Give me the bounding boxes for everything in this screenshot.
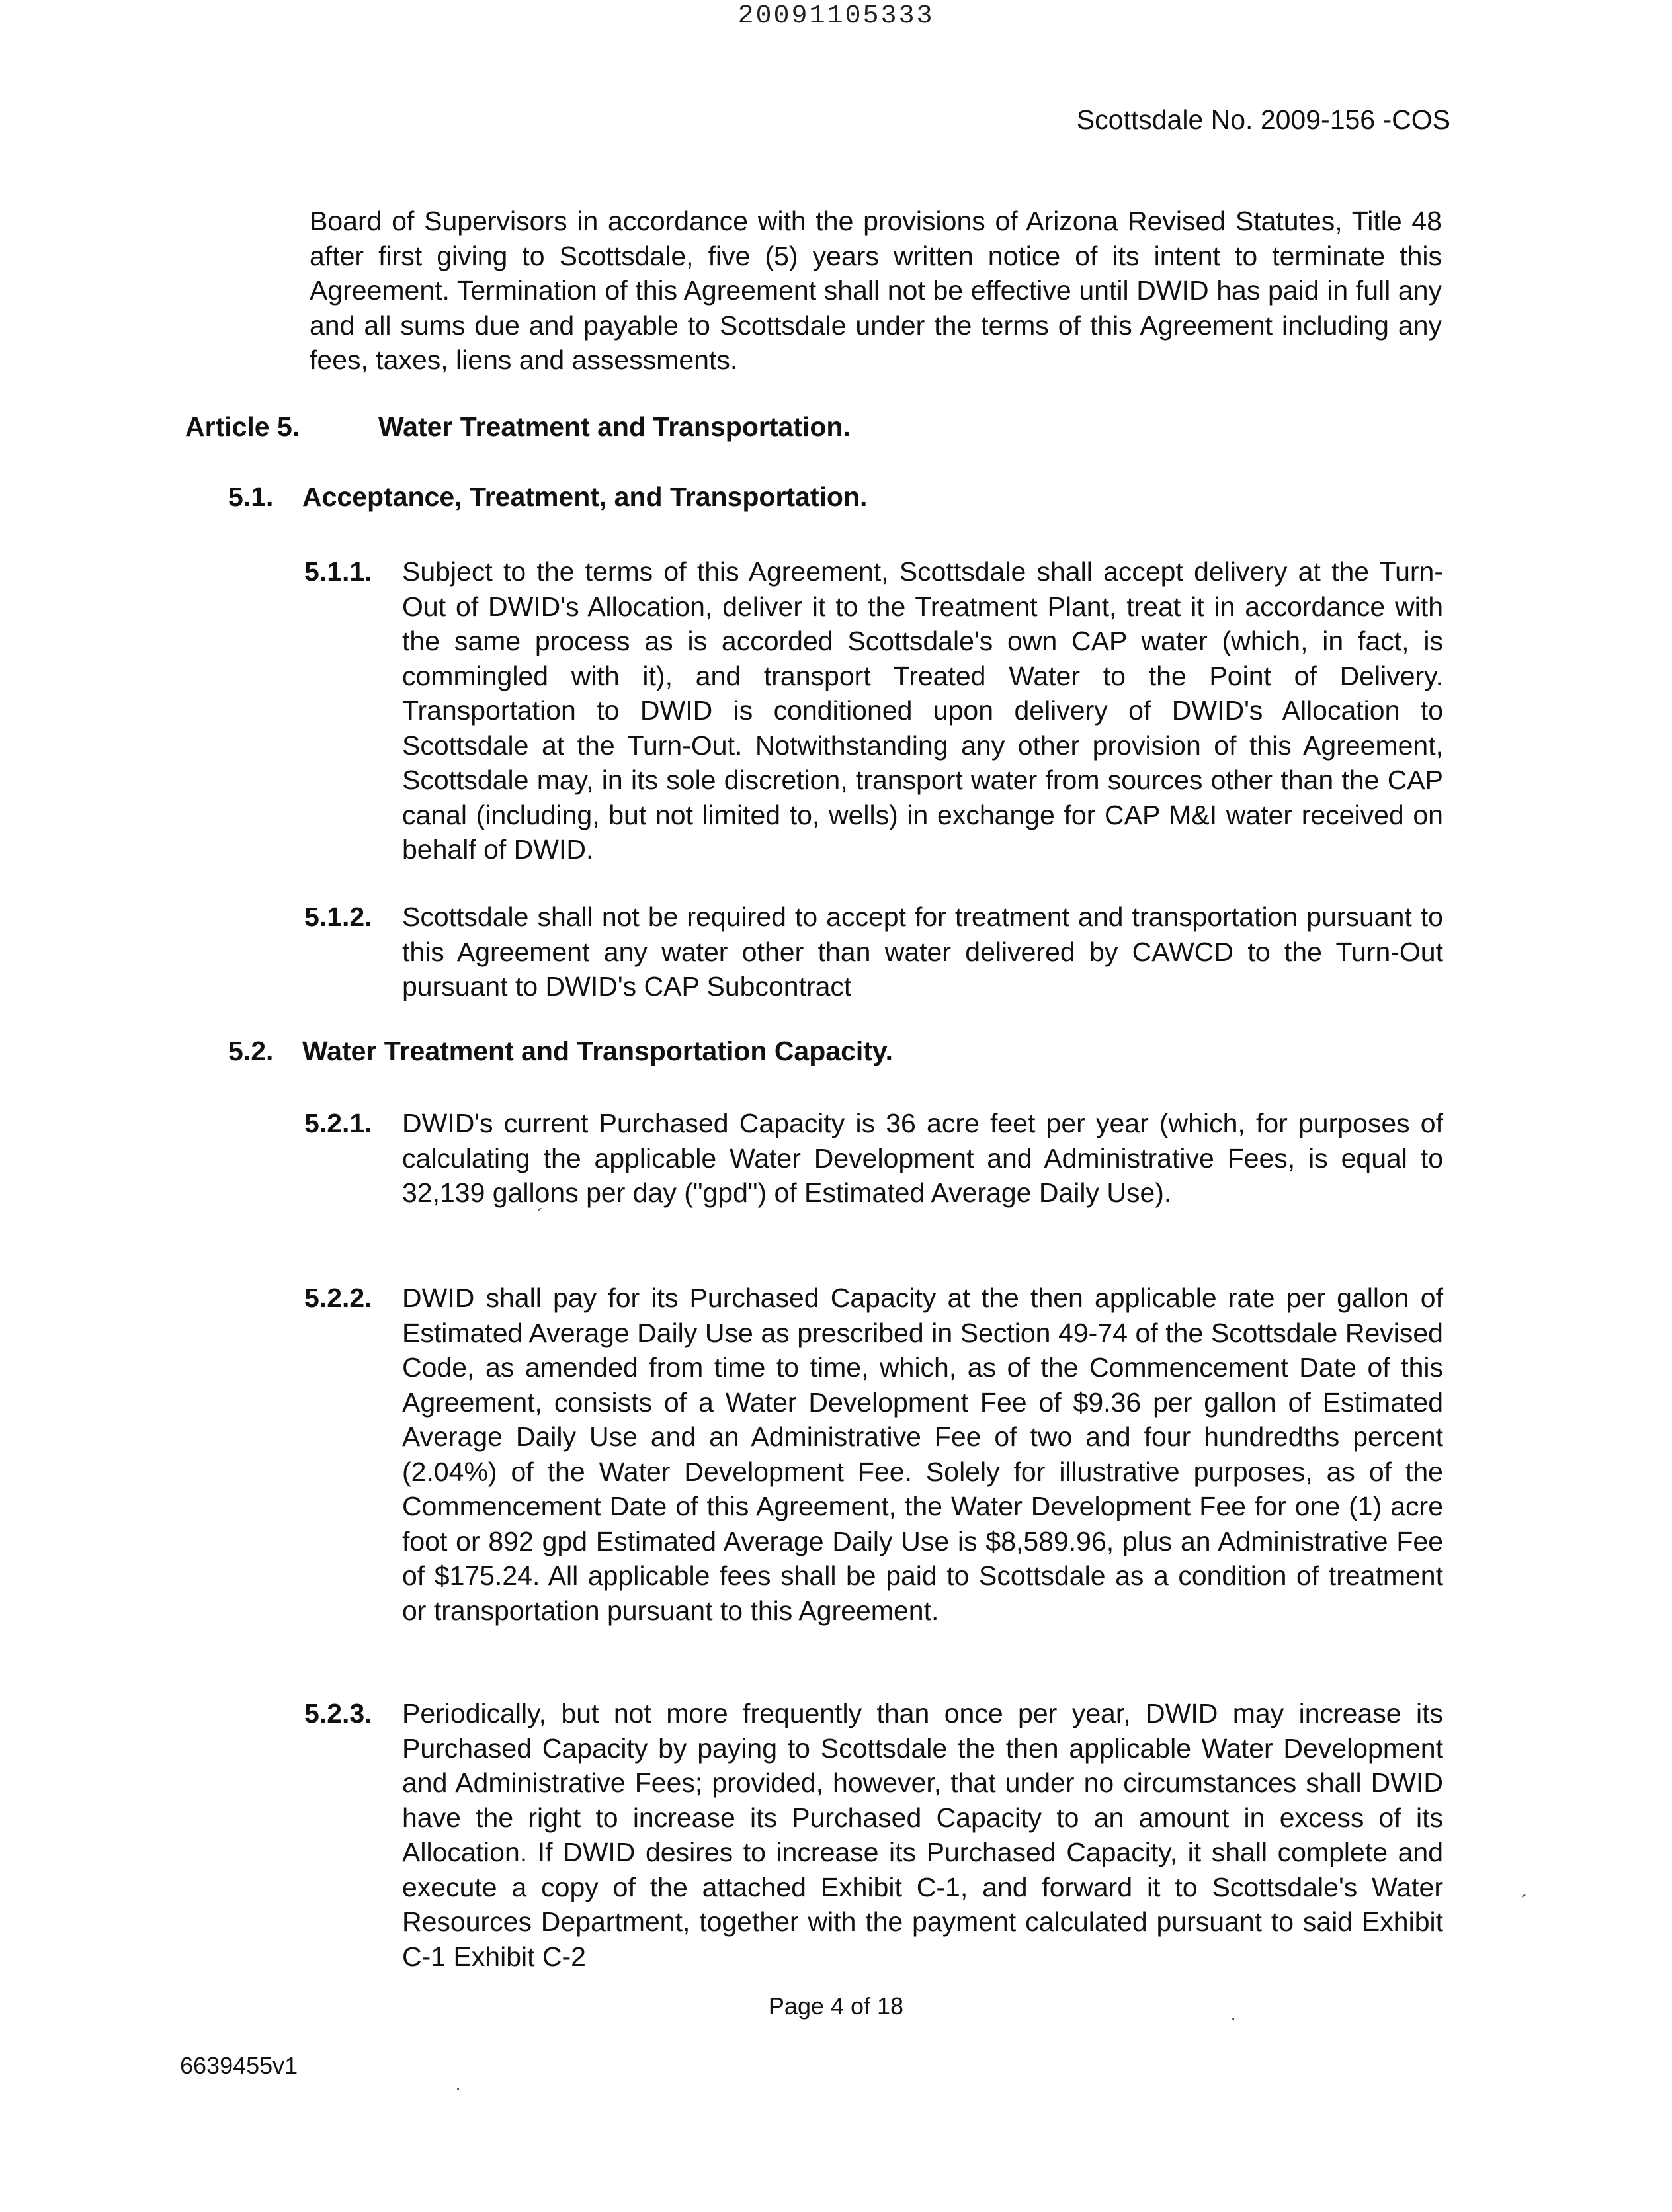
subsection-text: DWID shall pay for its Purchased Capacity at the then applicable rate per gallon of Estimated Average Daily Use as prescribed in Section 49-74 of the Scottsdale Revised Code, as amended from time to time, which, as of the Commencement Date of this Agreement, consists of a Water Development Fee of $9.36 per gallon of Estimated Average Daily Use and an Administrative Fee of two and four hundredths percent (2.04%) of the Water Development Fee. Solely for illustrative purposes, as of the Commencement Date of this Agreement, the Water Development Fee for one (1) acre foot or 892 gpd Estimated Average Daily Use is $8,589.96, plus an Administrative Fee of $175.24. All applicable fees shall be paid to Scottsdale as a condition of treatment or transportation pursuant to this Agreement. xyxy=(402,1283,1443,1626)
subsection xyxy=(304,1281,1443,1628)
subsection xyxy=(304,554,1443,867)
subsection xyxy=(304,1696,1443,1974)
section-title: Water Treatment and Transportation Capacity. xyxy=(302,1036,894,1066)
subsection-number: 5.2.1. xyxy=(304,1108,372,1138)
article-title: Water Treatment and Transportation. xyxy=(378,411,851,442)
scan-mark: · xyxy=(455,2077,462,2098)
recording-number: 20091105333 xyxy=(737,1,935,31)
scan-mark: ´ xyxy=(537,1205,544,1226)
subsection-text: Scottsdale shall not be required to accept for treatment and transportation pursuant to this Agreement any water other than water delivered by CAWCD to the Turn-Out pursuant to DWID's CAP Subcontract xyxy=(402,902,1443,1001)
subsection-number: 5.2.3. xyxy=(304,1698,372,1728)
document-id: 6639455v1 xyxy=(180,2052,298,2079)
section-number: 5.1. xyxy=(228,482,274,512)
section-heading xyxy=(228,482,867,513)
contract-number: Scottsdale No. 2009-156 -COS xyxy=(1076,105,1450,135)
scan-mark: ´ xyxy=(1521,1892,1528,1912)
page-number: Page 4 of 18 xyxy=(768,1992,904,2020)
subsection-number: 5.1.1. xyxy=(304,556,372,587)
section-number: 5.2. xyxy=(228,1036,274,1066)
intro-paragraph: Board of Supervisors in accordance with the provisions of Arizona Revised Statutes, Title 48 after first giving to Scottsdale, five (5) years written notice of its intent to terminate this Agreement. Termination of this Agreement shall not be effective until DWID has paid in full any and all sums due and payable to Scottsdale under the terms of this Agreement including any fees, taxes, liens and assessments. xyxy=(310,206,1442,375)
article-number: Article 5. xyxy=(185,411,300,442)
subsection-text: Periodically, but not more frequently than once per year, DWID may increase its Purchased Capacity by paying to Scottsdale the then applicable Water Development and Administrative Fees; provided, however, that under no circumstances shall DWID have the right to increase its Purchased Capacity to an amount in excess of its Allocation. If DWID desires to increase its Purchased Capacity, it shall complete and execute a copy of the attached Exhibit C-1, and forward it to Scottsdale's Water Resources Department, together with the payment calculated pursuant to said Exhibit C-1 Exhibit C-2 xyxy=(402,1698,1443,1972)
subsection-number: 5.2.2. xyxy=(304,1283,372,1313)
subsection-number: 5.1.2. xyxy=(304,902,372,932)
subsection xyxy=(304,1106,1443,1211)
article-heading xyxy=(185,411,851,443)
section-title: Acceptance, Treatment, and Transportation. xyxy=(302,482,868,512)
subsection-text: Subject to the terms of this Agreement, Scottsdale shall accept delivery at the Turn-Out of DWID's Allocation, deliver it to the Treatment Plant, treat it in accordance with the same process as is accorded Scottsdale's own CAP water (which, in fact, is commingled with it), and transport Treated Water to the Point of Delivery. Transportation to DWID is conditioned upon delivery of DWID's Allocation to Scottsdale at the Turn-Out. Notwithstanding any other provision of this Agreement, Scottsdale may, in its sole discretion, transport water from sources other than the CAP canal (including, but not limited to, wells) in exchange for CAP M&I water received on behalf of DWID. xyxy=(402,556,1443,865)
scan-mark: · xyxy=(1230,2008,1237,2028)
subsection xyxy=(304,900,1443,1004)
subsection-text: DWID's current Purchased Capacity is 36 acre feet per year (which, for purposes of calculating the applicable Water Development and Administrative Fees, is equal to 32,139 gallons per day ("gpd") of Estimated Average Daily Use). xyxy=(402,1108,1443,1208)
section-heading xyxy=(228,1036,893,1067)
